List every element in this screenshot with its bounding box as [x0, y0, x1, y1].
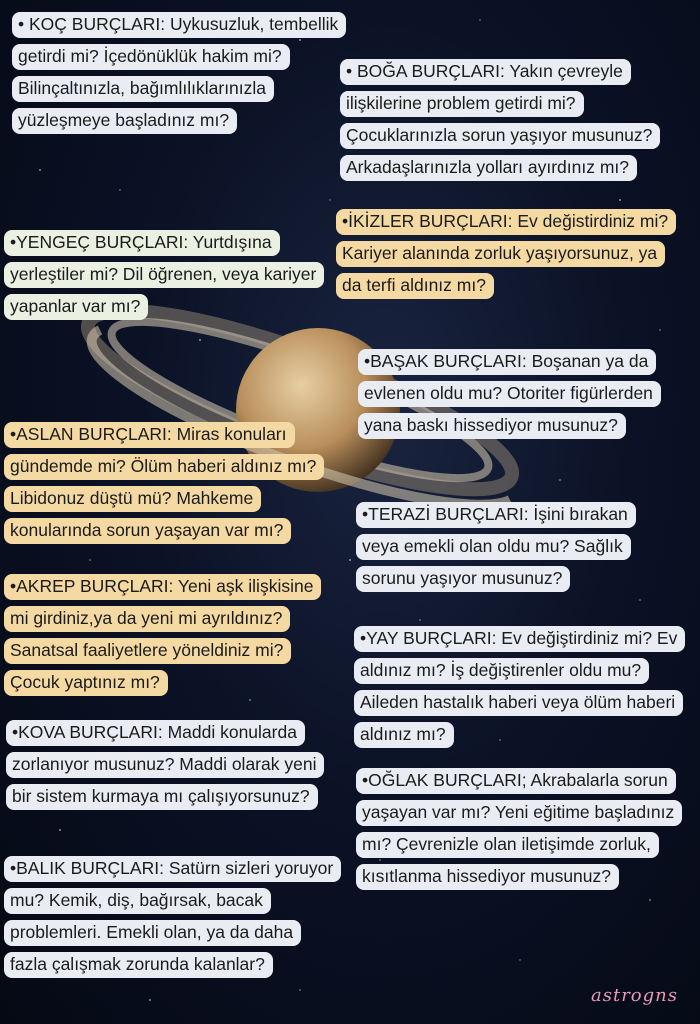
- card-yengec-text: •YENGEÇ BURÇLARI: Yurtdışına yerleştiler mi? Dil öğrenen, veya kariyer yapanlar var mı?: [4, 230, 324, 320]
- card-basak: [358, 345, 688, 441]
- card-yengec: [4, 226, 334, 322]
- card-oglak: [356, 764, 676, 892]
- card-ikizler: [336, 205, 680, 301]
- card-aslan-text: •ASLAN BURÇLARI: Miras konuları gündemde mi? Ölüm haberi aldınız mı? Libidonuz düştü mü? Mahkeme konularında sorun yaşayan var mı?: [4, 422, 324, 544]
- card-yay-text: •YAY BURÇLARI: Ev değiştirdiniz mi? Ev aldınız mı? İş değiştirenler oldu mu? Aileden hastalık haberi veya ölüm haberi aldınız mı?: [354, 626, 685, 748]
- card-koc: [12, 8, 342, 136]
- card-akrep-text: •AKREP BURÇLARI: Yeni aşk ilişkisine mi girdiniz,ya da yeni mi ayrıldınız? Sanatsal faaliyetlere yöneldiniz mi? Çocuk yaptınız mı?: [4, 574, 321, 696]
- card-oglak-text: •OĞLAK BURÇLARI; Akrabalarla sorun yaşayan var mı? Yeni eğitime başladınız mı? Çevrenizle olan iletişimde zorluk, kısıtlanma hissediyor musunuz?: [356, 768, 682, 890]
- card-aslan: [4, 418, 334, 546]
- card-akrep: [4, 570, 334, 698]
- card-yay: [354, 622, 688, 750]
- watermark-signature: astrogns: [591, 985, 678, 1006]
- card-boga: [340, 55, 686, 183]
- card-boga-text: • BOĞA BURÇLARI: Yakın çevreyle ilişkilerine problem getirdi mi? Çocuklarınızla sorun yaşıyor musunuz? Arkadaşlarınızla yolları ayırdınız mı?: [340, 59, 660, 181]
- card-balik: [4, 852, 334, 980]
- card-basak-text: •BAŞAK BURÇLARI: Boşanan ya da evlenen oldu mu? Otoriter figürlerden yana baskı hissediyor musunuz?: [358, 349, 661, 439]
- card-balik-text: •BALIK BURÇLARI: Satürn sizleri yoruyor mu? Kemik, diş, bağırsak, bacak problemleri. Emekli olan, ya da daha fazla çalışmak zorunda kalanlar?: [4, 856, 341, 978]
- card-koc-text: • KOÇ BURÇLARI: Uykusuzluk, tembellik getirdi mi? İçedönüklük hakim mi? Bilinçaltınızla, bağımlılıklarınızla yüzleşmeye başladınız mı?: [12, 12, 346, 134]
- card-kova-text: •KOVA BURÇLARI: Maddi konularda zorlanıyor musunuz? Maddi olarak yeni bir sistem kurmaya mı çalışıyorsunuz?: [6, 720, 324, 810]
- card-kova: [6, 716, 340, 812]
- card-terazi-text: •TERAZİ BURÇLARI: İşini bırakan veya emekli olan oldu mu? Sağlık sorunu yaşıyor musunuz?: [356, 502, 636, 592]
- card-ikizler-text: •İKİZLER BURÇLARI: Ev değistirdiniz mi? Kariyer alanında zorluk yaşıyorsunuz, ya da terfi aldınız mı?: [336, 209, 676, 299]
- card-terazi: [356, 498, 656, 594]
